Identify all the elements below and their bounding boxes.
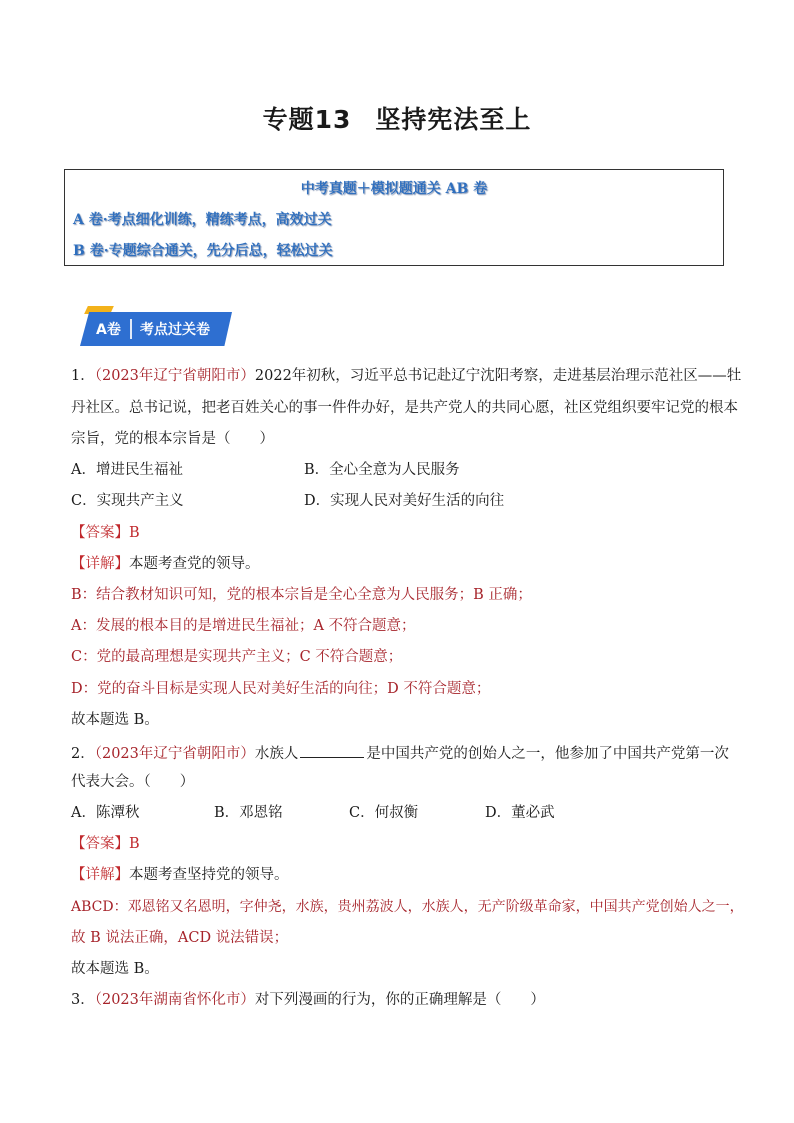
q2-explain-2: 故 B 说法正确，ACD 说法错误； <box>71 930 289 946</box>
q1-detail-tag: 【详解】 <box>71 556 129 572</box>
q1-detail-text: 本题考查党的领导。 <box>129 556 260 572</box>
q1-number: 1． <box>71 368 95 384</box>
q1-option-d: D．实现人民对美好生活的向往 <box>304 493 505 509</box>
banner-label-a: A卷 <box>96 322 121 338</box>
q1-option-b: B．全心全意为人民服务 <box>304 462 460 478</box>
intro-line-a: A 卷·考点细化训练，精练考点，高效过关 <box>73 212 332 228</box>
q3-source: （2023年湖南省怀化市） <box>94 992 255 1008</box>
q1-line-3: 宗旨，党的根本宗旨是（ ） <box>71 431 274 447</box>
q2-option-a: A．陈潭秋 <box>71 805 140 821</box>
q1-answer: 【答案】B <box>71 525 140 541</box>
q2-source: （2023年辽宁省朝阳市） <box>94 746 255 762</box>
q2-detail-tag: 【详解】 <box>71 867 129 883</box>
q2-text-1b: 是中国共产党的创始人之一，他参加了中国共产党第一次 <box>366 746 729 762</box>
q3-number: 3． <box>71 992 95 1008</box>
q2-fill-blank <box>300 744 364 758</box>
q2-detail <box>71 868 289 883</box>
title-main: 坚持宪法至上 <box>375 105 532 134</box>
q2-number: 2． <box>71 746 95 762</box>
q1-option-a: A．增进民生福祉 <box>71 462 183 478</box>
banner-label-b: 考点过关卷 <box>140 322 210 338</box>
q2-option-c: C．何叔衡 <box>349 805 419 821</box>
q2-explain-1: ABCD：邓恩铭又名恩明，字仲尧，水族，贵州荔波人，水族人，无产阶级革命家，中国共产党创始人之一， <box>71 899 744 915</box>
page-title <box>0 100 794 136</box>
q1-explain-3: C：党的最高理想是实现共产主义；C 不符合题意； <box>71 649 403 665</box>
q1-explain-1: B：结合教材知识可知，党的根本宗旨是全心全意为人民服务；B 正确； <box>71 587 532 603</box>
q1-text-1: 2022年初秋，习近平总书记赴辽宁沈阳考察，走进基层治理示范社区——牡 <box>254 368 742 384</box>
q2-line-1 <box>71 744 729 762</box>
q1-source: （2023年辽宁省朝阳市） <box>94 368 255 384</box>
section-banner <box>80 312 232 346</box>
banner-separator <box>130 319 132 339</box>
q2-line-2: 代表大会。（ ） <box>71 774 195 790</box>
q1-line-2: 丹社区。总书记说，把老百姓关心的事一件件办好，是共产党人的共同心愿，社区党组织要牢记党的根本 <box>71 400 738 416</box>
q1-conclusion: 故本题选 B。 <box>71 712 159 728</box>
q1-explain-4: D：党的奋斗目标是实现人民对美好生活的向往；D 不符合题意； <box>71 681 491 697</box>
q1-detail <box>71 557 260 572</box>
intro-line-b: B 卷·专题综合通关，先分后总，轻松过关 <box>73 243 333 259</box>
title-prefix: 专题13 <box>262 105 352 134</box>
q2-detail-text: 本题考查坚持党的领导。 <box>129 867 289 883</box>
q2-text-1a: 水族人 <box>254 746 299 762</box>
q1-explain-2: A：发展的根本目的是增进民生福祉；A 不符合题意； <box>71 618 416 634</box>
q2-answer: 【答案】B <box>71 836 140 852</box>
q2-conclusion: 故本题选 B。 <box>71 961 159 977</box>
q1-line-1 <box>71 369 741 384</box>
intro-heading: 中考真题＋模拟题通关 AB 卷 <box>300 181 488 197</box>
intro-box <box>64 169 724 266</box>
q3-line-1 <box>71 993 545 1008</box>
q2-option-d: D．董必武 <box>485 805 555 821</box>
q2-option-b: B．邓恩铭 <box>214 805 283 821</box>
q1-option-c: C．实现共产主义 <box>71 493 184 509</box>
q3-text-1: 对下列漫画的行为，你的正确理解是（ ） <box>254 992 545 1008</box>
